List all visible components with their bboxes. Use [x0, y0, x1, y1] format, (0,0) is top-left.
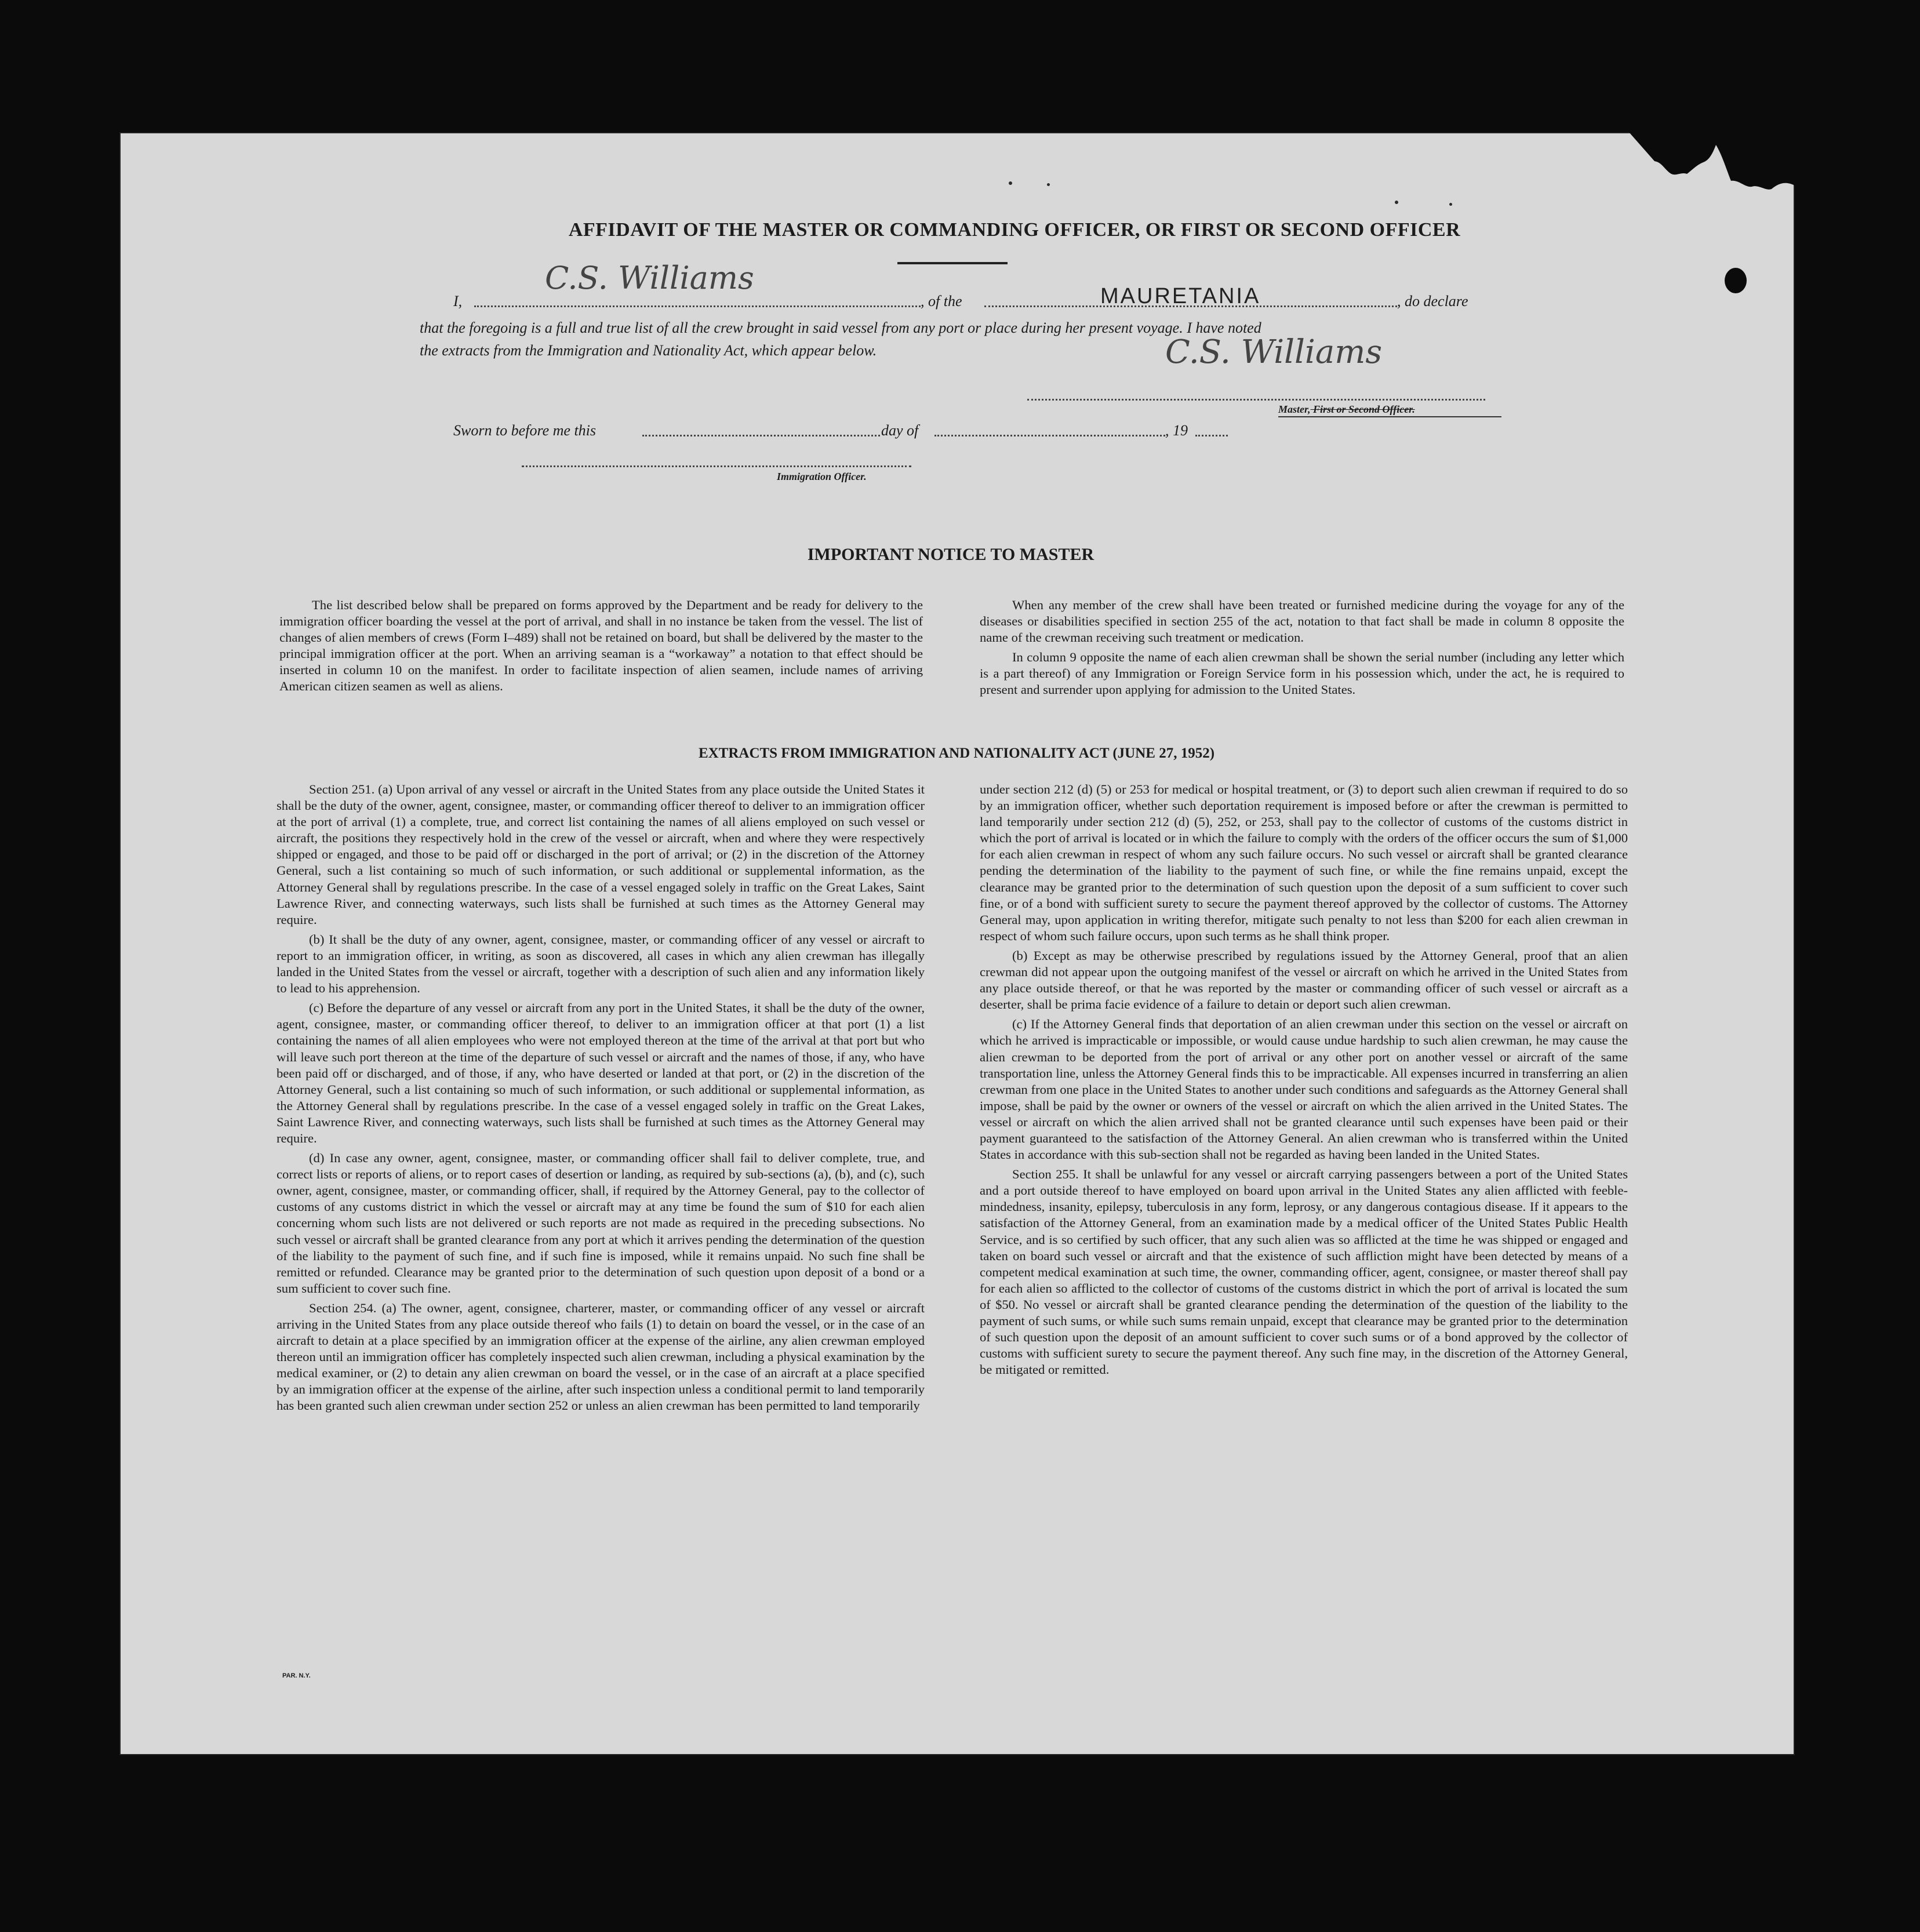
notice-right-paragraph-1: When any member of the crew shall have been treated or furnished medicine during the voyage for any of the diseases or disabilities specified in section 255 of the act, notation to that fact shall be made in column 8 opposite the name of the crewman receiving such treatment or medication.: [980, 598, 1624, 645]
caption-underline: [1278, 416, 1501, 417]
sworn-label: Sworn to before me this: [453, 422, 597, 439]
declaration-prefix: I,: [453, 293, 463, 310]
extracts-right-column: [980, 781, 1628, 1381]
year-line: [1195, 435, 1228, 436]
master-signature: C.S. Williams: [1165, 333, 1383, 371]
extracts-left-column: [277, 781, 925, 1418]
torn-corner: [1629, 128, 1803, 191]
notice-right-paragraph-2: In column 9 opposite the name of each alien crewman shall be shown the serial number (including any letter which is a part thereof) of any Immigration or Foreign Service form in his possession which, under the act, he is required to present and surrender upon applying for admission to the United States.: [980, 650, 1624, 697]
do-declare-label: , do declare: [1397, 293, 1468, 310]
vessel-name: MAURETANIA: [1100, 284, 1261, 308]
section-251b: (b) It shall be the duty of any owner, agent, consignee, master, or commanding officer of any vessel or aircraft to report to an immigration officer, in writing, as soon as discovered, all cases in which any alien crewman has illegally landed in the United States from the vessel or aircraft, together with a description of such alien and any information likely to lead to his apprehension.: [277, 932, 925, 996]
master-caption: Master, First or Second Officer.: [1278, 403, 1415, 415]
notice-title: IMPORTANT NOTICE TO MASTER: [807, 545, 1094, 564]
sworn-month-line: [934, 435, 1165, 436]
sworn-day-line: [642, 435, 880, 436]
declaration-line-3: the extracts from the Immigration and Nationality Act, which appear below.: [420, 342, 877, 359]
punch-hole: [1725, 268, 1747, 293]
section-254c: (c) If the Attorney General finds that deportation of an alien crewman under this section on the vessel or aircraft on which he arrived is impracticable or impossible, or would cause undue hardship to such alien crewman, he may cause the alien crewman to be deported from the port of arrival or any other port on another vessel or aircraft of the same transportation line, unless the Attorney General finds this to be impracticable. All expenses incurred in transferring an alien crewman from one place in the United States to another under such conditions and safeguards as the Attorney General shall impose, shall be paid by the owner or owners of the vessel or aircraft on which the alien arrived in the United States. The vessel or aircraft on which the alien arrived shall not be granted clearance until such expenses have been paid or their payment guaranteed to the satisfaction of the Attorney General. An alien crewman who is transferred within the United States in accordance with this sub-section shall not be regarded as having been landed in the United States.: [980, 1017, 1628, 1162]
section-254a-continued: under section 212 (d) (5) or 253 for medical or hospital treatment, or (3) to deport such alien crewman if required to do so by an immigration officer, whether such deportation requirement is imposed before or after the crewman is permitted to land temporarily under section 212 (d) (5), 252, or 253, shall pay to the collector of customs of the customs district in which the port of arrival is located or in which the failure to comply with the orders of the officer occurs the sum of $1,000 for each alien crewman in respect of whom any such failure occurs. No such vessel or aircraft shall be granted clearance pending the determination of the liability to the payment of such fine, or while the fine remains unpaid, except the clearance may be granted prior to the determination of such question upon the deposit of a sum sufficient to cover such fine, or of a bond with sufficient surety to secure the payment thereof approved by the collector of customs. The Attorney General may, upon application in writing therefor, mitigate such penalty to not less than $200 for each alien crewman in respect of whom such failure occurs, upon such terms as he shall think proper.: [980, 782, 1628, 943]
title-underline: [897, 262, 1008, 264]
section-251a: Section 251. (a) Upon arrival of any vessel or aircraft in the United States from any place outside the United States it shall be the duty of the owner, agent, consignee, master, or commanding officer thereof to deliver to an immigration officer at the port of arrival (1) a complete, true, and correct list containing the names of all aliens employed on such vessel or aircraft, the positions they respectively hold in the crew of the vessel or aircraft, when and where they were respectively shipped or engaged, and those to be paid off or discharged in the port of arrival; or (2) in the discretion of the Attorney General, such a list containing so much of such information, or such additional or supplemental information, as the Attorney General shall by regulations prescribe. In the case of a vessel engaged solely in traffic on the Great Lakes, Saint Lawrence River, and connecting waterways, such lists shall be furnished at such times as the Attorney General may require.: [277, 782, 925, 927]
section-251c: (c) Before the departure of any vessel or aircraft from any port in the United States, it shall be the duty of the owner, agent, consignee, master, or commanding officer thereof, to deliver to an immigration officer at that port (1) a list containing the names of all alien employees who were not employed thereon at the time of the arrival at that port but who will leave such port thereon at the time of the departure of such vessel or aircraft and the names of those, if any, who have been paid off or discharged, and of those, if any, who have deserted or landed at that port, or (2) in the discretion of the Attorney General, such a list containing so much of such information, or such additional or supplemental information, as the Attorney General shall by regulations prescribe. In the case of a vessel engaged solely in traffic on the Great Lakes, Saint Lawrence River, and connecting waterways, such lists shall be furnished at such times as the Attorney General may require.: [277, 1000, 925, 1145]
notice-right-column: [980, 597, 1624, 702]
day-of-label: day of: [881, 422, 919, 439]
notice-left-column: [279, 597, 923, 698]
section-254b: (b) Except as may be otherwise prescribed by regulations issued by the Attorney General, proof that an alien crewman did not appear upon the outgoing manifest of the vessel or aircraft on which he arrived in the United States from any place outside thereof, or that he was reported by the master or commanding officer of such vessel or aircraft as a deserter, shall be prima facie evidence of a failure to detain or deport such alien crewman.: [980, 948, 1628, 1012]
section-254a: Section 254. (a) The owner, agent, consignee, charterer, master, or commanding officer of any vessel or aircraft arriving in the United States from any place outside thereof who fails (1) to detain on board the vessel, or in the case of an aircraft to detain at a place specified by an immigration officer at the expense of the airline, any alien crewman employed thereon until an immigration officer has completely inspected such alien crewman, including a physical examination by the medical examiner, or (2) to detain any alien crewman on board the vessel, or in the case of an aircraft at a place specified by an immigration officer at the expense of the airline, after such inspection unless a conditional permit to land temporarily has been granted such alien crewman under section 252 or unless an alien crewman has been permitted to land temporarily: [277, 1300, 925, 1413]
declaration-line-2: that the foregoing is a full and true list of all the crew brought in said vessel from any port or place during her present voyage. I have noted: [420, 319, 1261, 336]
notice-left-paragraph: The list described below shall be prepared on forms approved by the Department and be ready for delivery to the immigration officer boarding the vessel at the port of arrival, and shall in no instance be taken from the vessel. The list of changes of alien members of crews (Form I–489) shall not be retained on board, but shall be delivered by the master to the principal immigration officer at the port. When an arriving seaman is a “workaway” a notation to that effect should be inserted in column 10 on the manifest. In order to facilitate inspection of alien seamen, include names of arriving American citizen seamen as well as aliens.: [279, 598, 923, 694]
immigration-officer-line: [522, 465, 911, 467]
speck: [1047, 183, 1050, 186]
of-the-label: , of the: [921, 293, 962, 310]
speck: [1449, 203, 1452, 206]
year-label: , 19: [1165, 422, 1188, 439]
printer-code: PAR. N.Y.: [282, 1672, 311, 1679]
name-line: [474, 305, 921, 307]
master-signature-line: [1027, 399, 1485, 401]
section-255: Section 255. It shall be unlawful for any vessel or aircraft carrying passengers between a port of the United States and a port outside thereof to have employed on board upon arrival in the United States any alien afflicted with feeble-mindedness, insanity, epilepsy, tuberculosis in any form, leprosy, or any dangerous contagious disease. If it appears to the satisfaction of the Attorney General, from an examination made by a medical officer of the United States Public Health Service, and is so certified by such officer, that any such alien was so afflicted at the time he was shipped or engaged and taken on board such vessel or aircraft and that the existence of such affliction might have been detected by means of a competent medical examination at such time, the owner, commanding officer, agent, consignee, or master thereof shall pay for each alien so afflicted to the collector of customs of the customs district in which the port of arrival is located the sum of $50. No vessel or aircraft shall be granted clearance pending the determination of the question of the liability to the payment of such sums, or while such sums remain unpaid, except that clearance may be granted prior to the determination of such question upon the deposit of an amount sufficient to cover such sums or of a bond approved by the collector of customs with sufficient surety to secure the payment thereof. Any such fine may, in the discretion of the Attorney General, be mitigated or remitted.: [980, 1167, 1628, 1377]
immigration-officer-caption: Immigration Officer.: [777, 471, 867, 482]
speck: [1009, 181, 1012, 185]
extracts-title: EXTRACTS FROM IMMIGRATION AND NATIONALITY ACT (JUNE 27, 1952): [698, 745, 1215, 761]
speck: [1395, 201, 1398, 204]
affidavit-title: AFFIDAVIT OF THE MASTER OR COMMANDING OFFICER, OR FIRST OR SECOND OFFICER: [568, 219, 1461, 241]
section-251d: (d) In case any owner, agent, consignee, master, or commanding officer shall fail to deliver complete, true, and correct lists or reports of aliens, or to report cases of desertion or landing, as required by sub-sections (a), (b), and (c), such owner, agent, consignee, master, or commanding officer, shall, if required by the Attorney General, pay to the collector of customs of any customs district in which the vessel or aircraft may at any time be found the sum of $10 for each alien concerning whom such lists are not delivered or such reports are not made as required in the preceding subsections. No such vessel or aircraft shall be granted clearance from any port at which it arrives pending the determination of the question of the liability to the payment of such fine, and if such fine is imposed, while it remains unpaid. No such fine shall be remitted or refunded. Clearance may be granted prior to the determination of such question upon deposit of a bond or a sum sufficient to cover such fine.: [277, 1151, 925, 1296]
declarant-signature: C.S. Williams: [545, 260, 754, 296]
